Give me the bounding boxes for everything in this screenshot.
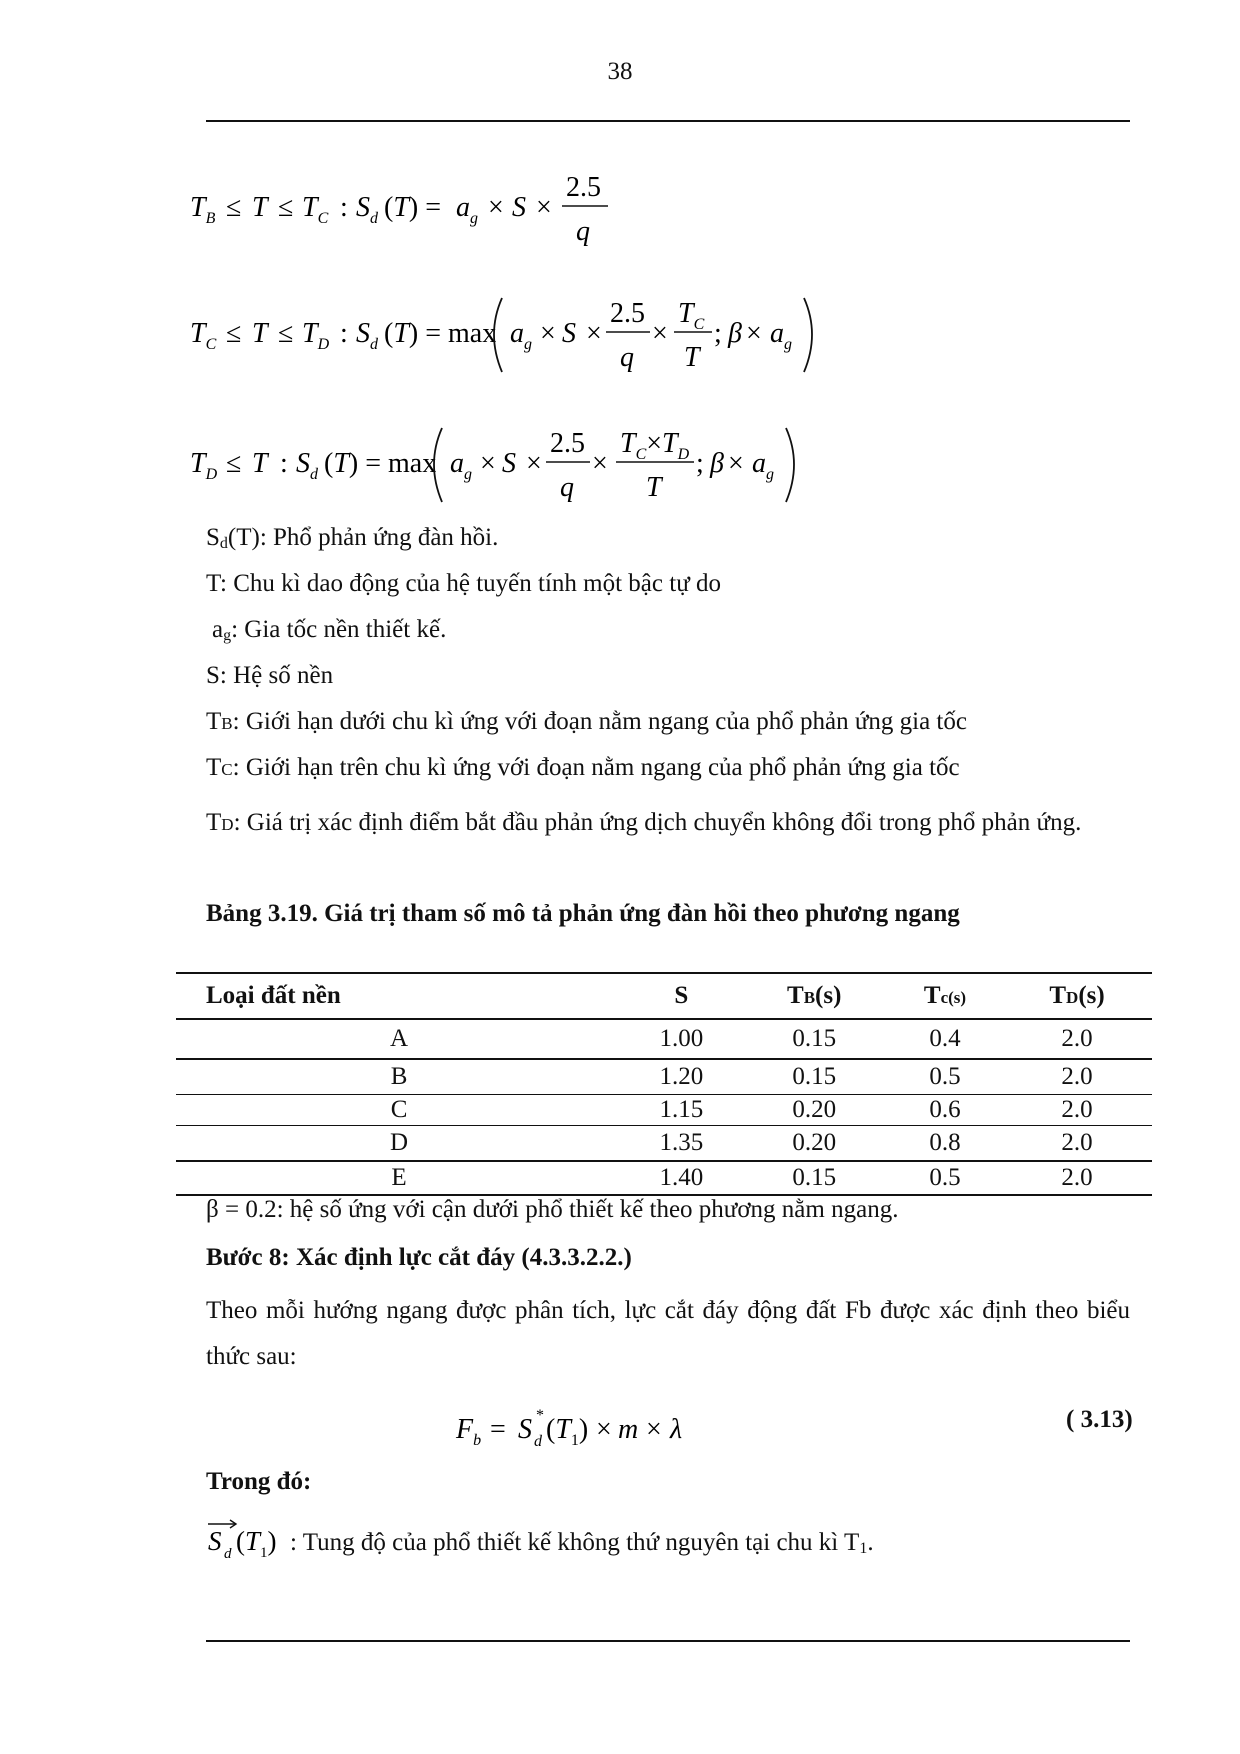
svg-text:T: T: [252, 448, 268, 479]
cell-td: 2.0: [1002, 1019, 1152, 1059]
svg-text::: :: [340, 192, 348, 223]
cell-tb: 0.15: [741, 1019, 888, 1059]
svg-text:λ: λ: [670, 1414, 683, 1445]
svg-text:Fb: $F_b$: [456, 1414, 482, 1449]
svg-text:ag: $a_g$: [456, 192, 478, 227]
cell-tc: 0.5: [888, 1059, 1002, 1095]
cell-tb: 0.20: [741, 1126, 888, 1162]
table-row: [176, 1161, 1152, 1195]
svg-text:(T) = max: (T) = max: [384, 318, 497, 349]
svg-text:2.5: 2.5: [566, 172, 601, 203]
cell-soil: B: [176, 1059, 622, 1095]
cell-soil: E: [176, 1161, 622, 1195]
svg-text:TC: $T_C$: [678, 298, 705, 333]
cell-soil: C: [176, 1095, 622, 1126]
svg-text:×: ×: [488, 192, 504, 223]
svg-text:Sd: $S_d$: [356, 318, 378, 353]
svg-text:ag: $a_g$: [510, 318, 532, 353]
svg-text:T: T: [252, 192, 268, 223]
definition-sd-design: S d $(T_1)$ : Tung độ của phổ thiết kế không thứ nguyên tại chu kì $T_1$.: [206, 1518, 874, 1562]
svg-text:×: ×: [728, 448, 744, 479]
svg-text:×: ×: [592, 448, 608, 479]
svg-text:β: β: [710, 448, 724, 479]
svg-text:×: ×: [480, 448, 496, 479]
body-paragraph: Theo mỗi hướng ngang được phân tích, lực cắt đáy động đất Fb được xác định theo biểu thức sau:: [206, 1297, 1130, 1370]
cell-soil: A: [176, 1019, 622, 1059]
svg-text:×: ×: [540, 318, 556, 349]
cell-tc: 0.6: [888, 1095, 1002, 1126]
cell-td: 2.0: [1002, 1059, 1152, 1095]
svg-text:×: ×: [536, 192, 552, 223]
svg-text:;: ;: [696, 448, 704, 479]
definition-ag: $a_g$: Gia tốc nền thiết kế.: [212, 616, 447, 644]
equation-number: ( 3.13): [1066, 1406, 1133, 1433]
svg-text:TC: $T_C$: [302, 192, 329, 227]
definition-s: S: Hệ số nền: [206, 662, 334, 689]
svg-text::: :: [340, 318, 348, 349]
svg-text:β: β: [728, 318, 742, 349]
svg-text:TC: $T_C$: [190, 318, 217, 353]
definition-tc: TC: Giới hạn trên chu kì ứng với đoạn nằm ngang của phổ phản ứng gia tốc: [206, 754, 960, 781]
svg-text:TD: $T_D$: [302, 318, 330, 353]
svg-text:=: =: [490, 1414, 506, 1445]
cell-s: 1.20: [622, 1059, 740, 1095]
svg-text:*: *: [536, 1407, 544, 1424]
header-tb: TB(s): [741, 973, 888, 1019]
header-rule: [206, 120, 1130, 122]
svg-text:(T) =: (T) =: [384, 192, 442, 223]
svg-text:m: m: [618, 1414, 639, 1445]
svg-text:S: S: [562, 318, 576, 349]
svg-text:T: T: [646, 472, 662, 503]
svg-text:ag: $a_g$: [770, 318, 792, 353]
header-s: S: [622, 973, 740, 1019]
cell-tb: 0.15: [741, 1059, 888, 1095]
cell-s: 1.35: [622, 1126, 740, 1162]
cell-tb: 0.15: [741, 1161, 888, 1195]
table-row: [176, 1019, 1152, 1059]
svg-text:×: ×: [646, 1414, 662, 1445]
cell-tb: 0.20: [741, 1095, 888, 1126]
svg-text:;: ;: [714, 318, 722, 349]
cell-s: 1.15: [622, 1095, 740, 1126]
svg-text:≤: ≤: [226, 318, 242, 349]
svg-text:×: ×: [596, 1414, 612, 1445]
sd-t1-symbol: [206, 1518, 290, 1562]
svg-text:TC×TD: $T_C\times T_D$: [620, 428, 690, 463]
svg-text:≤: ≤: [278, 318, 294, 349]
table-title: Bảng 3.19. Giá trị tham số mô tả phản ứng đàn hồi theo phương ngang: [206, 900, 960, 927]
svg-text:S: S: [512, 192, 526, 223]
footer-rule: [206, 1640, 1130, 1642]
svg-text:TB: $T_B$: [190, 192, 216, 227]
header-soil-type: Loại đất nền: [176, 973, 622, 1019]
cell-td: 2.0: [1002, 1126, 1152, 1162]
cell-td: 2.0: [1002, 1161, 1152, 1195]
parameter-table: [176, 972, 1152, 1196]
header-tc: Tc(s): [888, 973, 1002, 1019]
svg-text:T: T: [252, 318, 268, 349]
svg-text:×: ×: [652, 318, 668, 349]
definition-td: TD: Giá trị xác định điểm bắt đầu phản ứng dịch chuyển không đổi trong phổ phản ứng.: [206, 809, 1082, 836]
svg-text:Sd: $S_d$: [356, 192, 378, 227]
svg-text::: :: [280, 448, 288, 479]
svg-text:2.5: 2.5: [610, 298, 645, 329]
svg-text:T: T: [684, 342, 700, 373]
svg-text:×: ×: [746, 318, 762, 349]
equation-plateau-branch: [190, 168, 810, 258]
definition-t: T: Chu kì dao động của hệ tuyến tính một bậc tự do: [206, 570, 721, 597]
svg-text:S: S: [208, 1526, 222, 1556]
svg-text:2.5: 2.5: [550, 428, 585, 459]
cell-s: 1.40: [622, 1161, 740, 1195]
svg-text:TD: $T_D$: [190, 448, 218, 483]
equation-base-shear: [456, 1400, 696, 1460]
table-header-row: [176, 973, 1152, 1019]
svg-text:S: S: [502, 448, 516, 479]
svg-text:(T) = max: (T) = max: [324, 448, 437, 479]
cell-td: 2.0: [1002, 1095, 1152, 1126]
svg-text:q: q: [560, 472, 574, 503]
equation-velocity-branch: [190, 290, 830, 380]
cell-tc: 0.4: [888, 1019, 1002, 1059]
page-number: 38: [607, 58, 633, 85]
svg-text:(T1): $(T_1)$: [236, 1526, 277, 1561]
svg-text:d: d: [224, 1546, 232, 1562]
definition-tb: TB: Giới hạn dưới chu kì ứng với đoạn nằm ngang của phổ phản ứng gia tốc: [206, 708, 967, 735]
beta-note: β = 0.2: hệ số ứng với cận dưới phổ thiết kế theo phương nằm ngang.: [206, 1196, 899, 1223]
svg-text:q: q: [576, 216, 590, 247]
svg-text:ag: $a_g$: [450, 448, 472, 483]
svg-text:q: q: [620, 342, 634, 373]
where-label: Trong đó:: [206, 1468, 312, 1495]
definition-sd: $S_d(T)$: Phổ phản ứng đàn hồi.: [206, 524, 499, 552]
equation-displacement-branch: [190, 420, 830, 510]
cell-tc: 0.5: [888, 1161, 1002, 1195]
svg-text:≤: ≤: [226, 192, 242, 223]
svg-text:(T1): $(T_1)$: [546, 1414, 589, 1449]
svg-text:d: d: [534, 1433, 542, 1450]
svg-text:ag: $a_g$: [752, 448, 774, 483]
header-td: TD(s): [1002, 973, 1152, 1019]
table-row: [176, 1059, 1152, 1095]
table-row: [176, 1126, 1152, 1162]
cell-tc: 0.8: [888, 1126, 1002, 1162]
svg-text:Sd: $S_d$: [296, 448, 318, 483]
table-row: [176, 1095, 1152, 1126]
cell-s: 1.00: [622, 1019, 740, 1059]
svg-text:×: ×: [586, 318, 602, 349]
svg-text:≤: ≤: [278, 192, 294, 223]
cell-soil: D: [176, 1126, 622, 1162]
svg-text:×: ×: [526, 448, 542, 479]
svg-text:≤: ≤: [226, 448, 242, 479]
step-heading: Bước 8: Xác định lực cắt đáy (4.3.3.2.2.): [206, 1244, 632, 1271]
svg-text:S: S: [518, 1414, 532, 1445]
